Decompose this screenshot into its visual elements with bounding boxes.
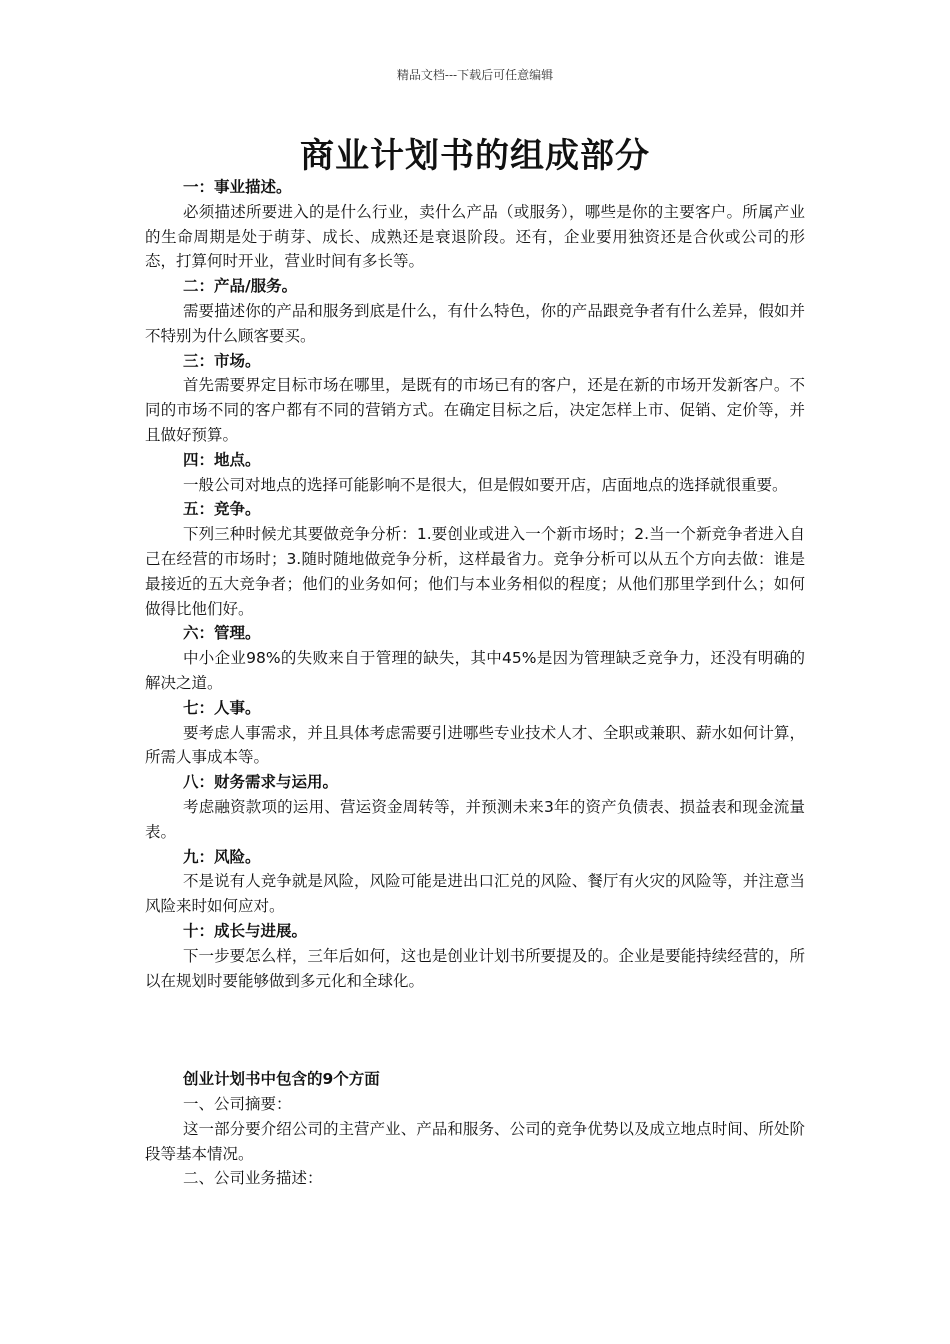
section-paragraph: 要考虑人事需求，并且具体考虑需要引进哪些专业技术人才、全职或兼职、薪水如何计算，所需人事成本等。 — [145, 723, 805, 767]
document-body — [145, 175, 805, 1191]
section-heading: 九：风险。 — [183, 847, 261, 866]
section-paragraph: 必须描述所要进入的是什么行业，卖什么产品（或服务），哪些是你的主要客户。所属产业的生命周期是处于萌芽、成长、成熟还是衰退阶段。还有，企业要用独资还是合伙或公司的形态，打算何时开业，营业时间有多长等。 — [145, 202, 805, 271]
section-heading: 四：地点。 — [183, 450, 261, 469]
section-paragraph: 首先需要界定目标市场在哪里，是既有的市场已有的客户，还是在新的市场开发新客户。不同的市场不同的客户都有不同的营销方式。在确定目标之后，决定怎样上市、促销、定价等，并且做好预算。 — [145, 376, 805, 444]
section-heading: 二：产品/服务。 — [183, 277, 298, 296]
section-heading: 八：财务需求与运用。 — [183, 773, 339, 792]
section-heading: 十：成长与进展。 — [183, 921, 308, 940]
page-header: 精品文档---下载后可任意编辑 — [396, 68, 554, 82]
section-heading: 三：市场。 — [183, 351, 261, 370]
document-title: 商业计划书的组成部分 — [300, 136, 650, 176]
plan-item-heading: 一、公司摘要： — [183, 1095, 292, 1114]
section-heading: 六：管理。 — [183, 624, 261, 643]
section-paragraph: 下列三种时候尤其要做竞争分析：1.要创业或进入一个新市场时；2.当一个新竞争者进入自己在经营的市场时；3.随时随地做竞争分析，这样最省力。竞争分析可以从五个方向去做：谁是最接近的五大竞争者；他们的业务如何；他们与本业务相似的程度；从他们那里学到什么；如何做得比他们好。 — [145, 525, 805, 618]
section-paragraph: 不是说有人竞争就是风险，风险可能是进出口汇兑的风险、餐厅有火灾的风险等，并注意当风险来时如何应对。 — [145, 872, 805, 916]
blank-space — [145, 993, 805, 1067]
section-heading: 七：人事。 — [183, 698, 261, 717]
plan-item-heading: 二、公司业务描述： — [183, 1169, 323, 1188]
plan-title: 创业计划书中包含的9个方面 — [183, 1070, 380, 1089]
section-paragraph: 中小企业98%的失败来自于管理的缺失，其中45%是因为管理缺乏竞争力，还没有明确的解决之道。 — [145, 649, 805, 692]
section-paragraph: 下一步要怎么样，三年后如何，这也是创业计划书所要提及的。企业是要能持续经营的，所以在规划时要能够做到多元化和全球化。 — [145, 946, 805, 990]
plan-item-paragraph: 这一部分要介绍公司的主营产业、产品和服务、公司的竞争优势以及成立地点时间、所处阶段等基本情况。 — [145, 1119, 805, 1163]
section-paragraph: 一般公司对地点的选择可能影响不是很大，但是假如要开店，店面地点的选择就很重要。 — [183, 475, 788, 494]
section-heading: 五：竞争。 — [183, 500, 261, 519]
section-paragraph: 考虑融资款项的运用、营运资金周转等，并预测未来3年的资产负债表、损益表和现金流量表。 — [145, 797, 805, 841]
section-paragraph: 需要描述你的产品和服务到底是什么，有什么特色，你的产品跟竞争者有什么差异，假如并不特别为什么顾客要买。 — [145, 301, 805, 345]
section-heading: 一：事业描述。 — [183, 178, 292, 196]
